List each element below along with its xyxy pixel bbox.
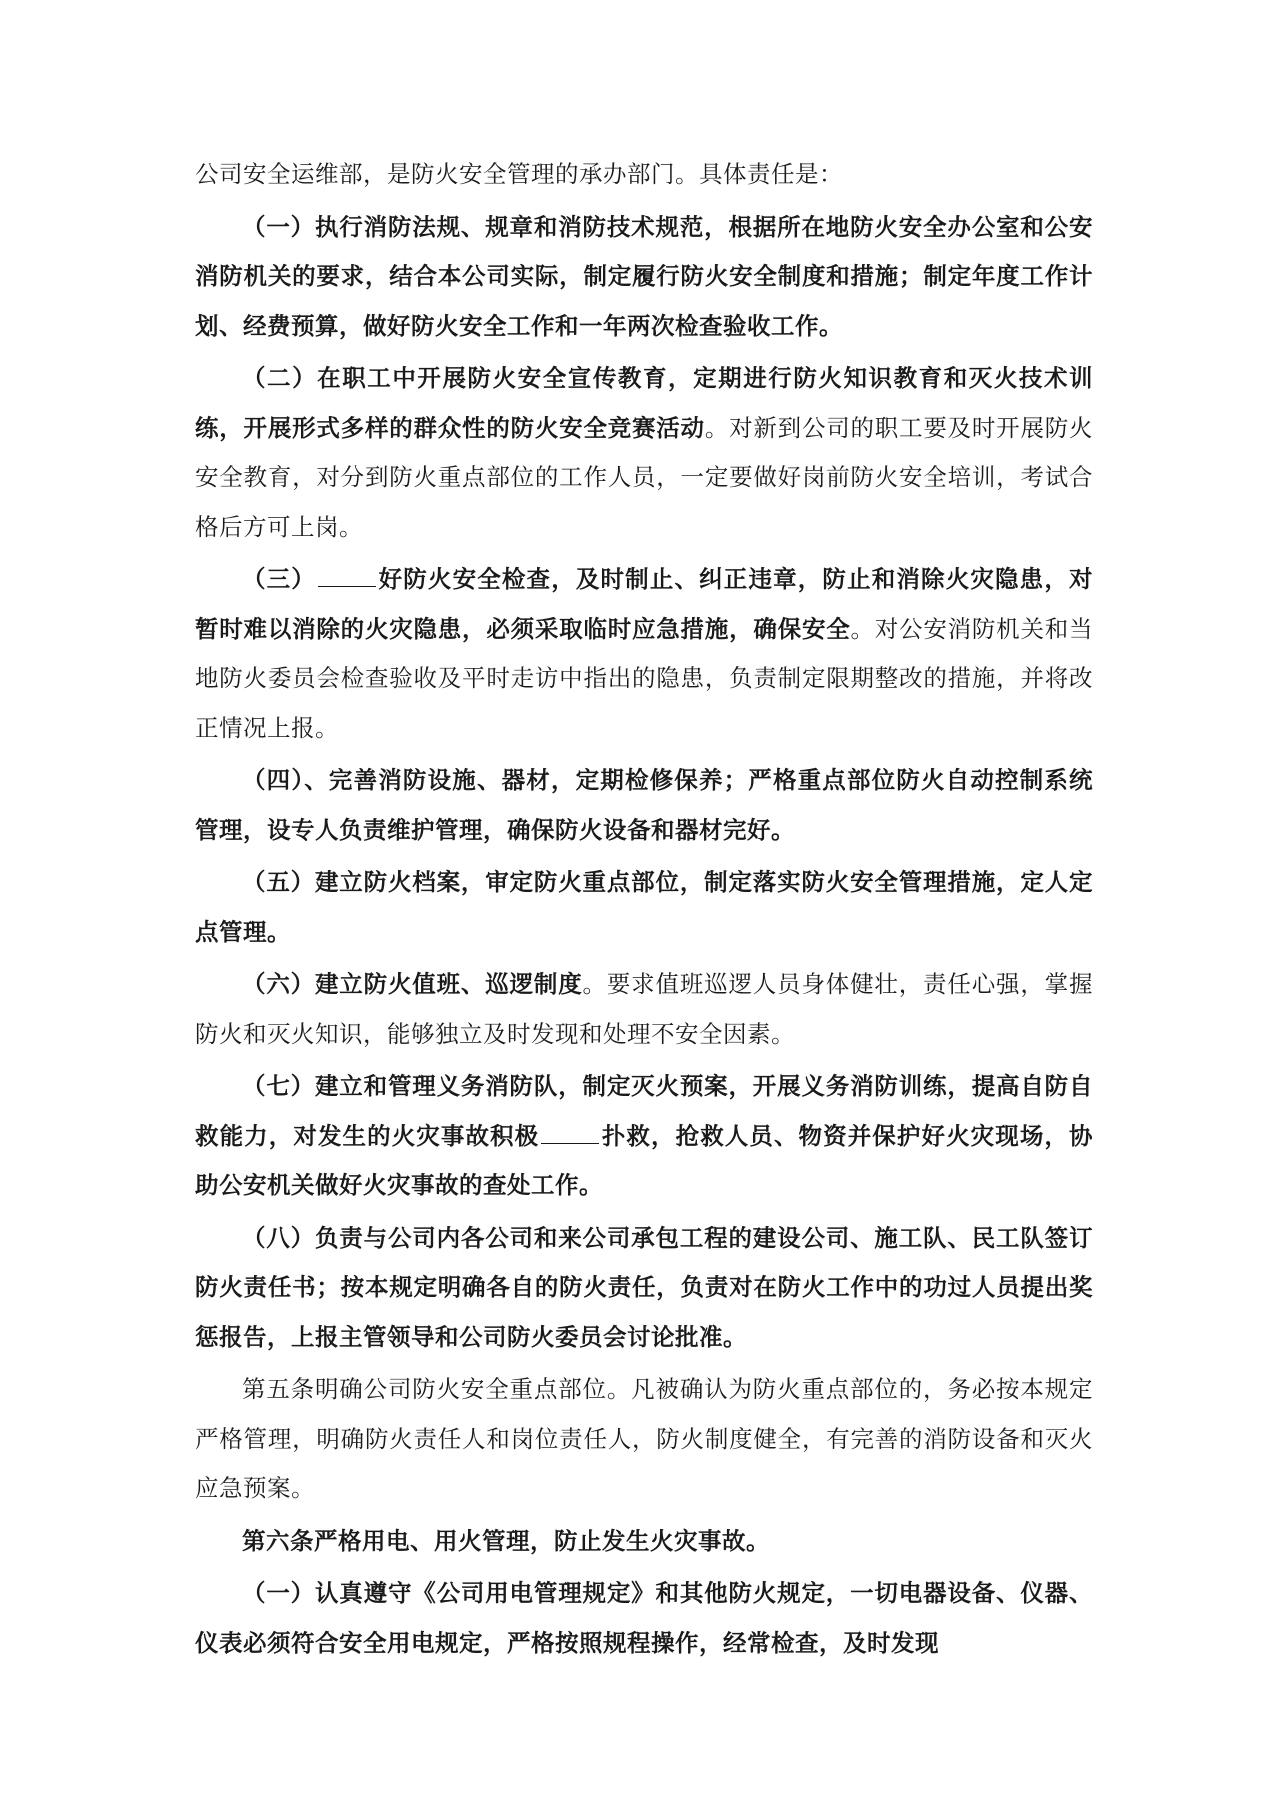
paragraph-bold-text: 好防火安全检查，及时制止、纠正违章，防止和消除火灾隐患，对暂时难以消除的火灾隐患，必须采取临时应急措施，确保安全 xyxy=(195,565,1093,643)
paragraph-bold-text: （六）建立防火值班、巡逻制度 xyxy=(242,970,583,998)
paragraph-text: （七）建立和管理义务消防队，制定灭火预案，开展义务消防训练，提高自防自救能力，对发生的火灾事故积极 xyxy=(195,1072,1093,1150)
paragraph-bold-text: （三） xyxy=(242,565,316,593)
paragraph-text: （一）认真遵守《公司用电管理规定》和其他防火规定，一切电器设备、仪器、仪表必须符合安全用电规定，严格按照规程操作，经常检查，及时发现 xyxy=(195,1579,1093,1657)
paragraph-bold-text: （二）在职工中开展防火安全宣传教育，定期进行防火知识教育和灭火技术训练，开展形式多样的群众性的防火安全竞赛活动 xyxy=(195,364,1093,442)
paragraph-text: 第五条明确公司防火安全重点部位。凡被确认为防火重点部位的，务必按本规定严格管理，明确防火责任人和岗位责任人，防火制度健全，有完善的消防设备和灭火应急预案。 xyxy=(195,1375,1093,1502)
paragraph-text: 扑救，抢救人员、物资并保护好火灾现场，协助公安机关做好火灾事故的查处工作。 xyxy=(195,1121,1094,1199)
paragraph-text: （一）执行消防法规、规章和消防技术规范，根据所在地防火安全办公室和公安消防机关的要求，结合本公司实际，制定履行防火安全制度和措施；制定年度工作计划、经费预算，做好防火安全工作和一年两次检查验收工作。 xyxy=(195,212,1093,340)
paragraph-article-6-item-1 xyxy=(195,1569,1093,1668)
paragraph-text: （八）负责与公司内各公司和来公司承包工程的建设公司、施工队、民工队签订防火责任书；按本规定明确各自的防火责任，负责对在防火工作中的功过人员提出奖惩报告，上报主管领导和公司防火委员会讨论批准。 xyxy=(195,1223,1093,1351)
paragraph-item-3 xyxy=(195,555,1093,753)
paragraph-intro xyxy=(195,150,1093,200)
paragraph-item-6 xyxy=(195,960,1093,1059)
paragraph-text: 公司安全运维部，是防火安全管理的承办部门。具体责任是： xyxy=(195,160,843,188)
paragraph-item-8 xyxy=(195,1214,1093,1363)
paragraph-article-5 xyxy=(195,1365,1093,1514)
paragraph-text: 。对公安消防机关和当地防火委员会检查验收及平时走访中指出的隐患，负责制定限期整改的措施，并将改正情况上报。 xyxy=(195,614,1093,742)
paragraph-text: 。要求值班巡逻人员身体健壮，责任心强，掌握防火和灭火知识，能够独立及时发现和处理不安全因素。 xyxy=(195,970,1094,1048)
blank-underline xyxy=(318,566,376,587)
paragraph-item-4 xyxy=(195,756,1093,855)
paragraph-item-2 xyxy=(195,354,1093,552)
paragraph-text: 第六条严格用电、用火管理，防止发生火灾事故。 xyxy=(242,1526,770,1555)
paragraph-item-7 xyxy=(195,1062,1093,1211)
paragraph-text: （四）、完善消防设施、器材，定期检修保养；严格重点部位防火自动控制系统管理，设专人负责维护管理，确保防火设备和器材完好。 xyxy=(195,766,1093,844)
paragraph-item-1 xyxy=(195,203,1093,352)
blank-underline xyxy=(541,1123,599,1144)
paragraph-item-5 xyxy=(195,858,1093,957)
document-page xyxy=(195,150,1093,1671)
paragraph-text: （五）建立防火档案，审定防火重点部位，制定落实防火安全管理措施，定人定点管理。 xyxy=(195,868,1093,946)
paragraph-article-6 xyxy=(195,1517,1093,1567)
paragraph-text: 。对新到公司的职工要及时开展防火安全教育，对分到防火重点部位的工作人员，一定要做好岗前防火安全培训，考试合格后方可上岗。 xyxy=(195,413,1094,541)
